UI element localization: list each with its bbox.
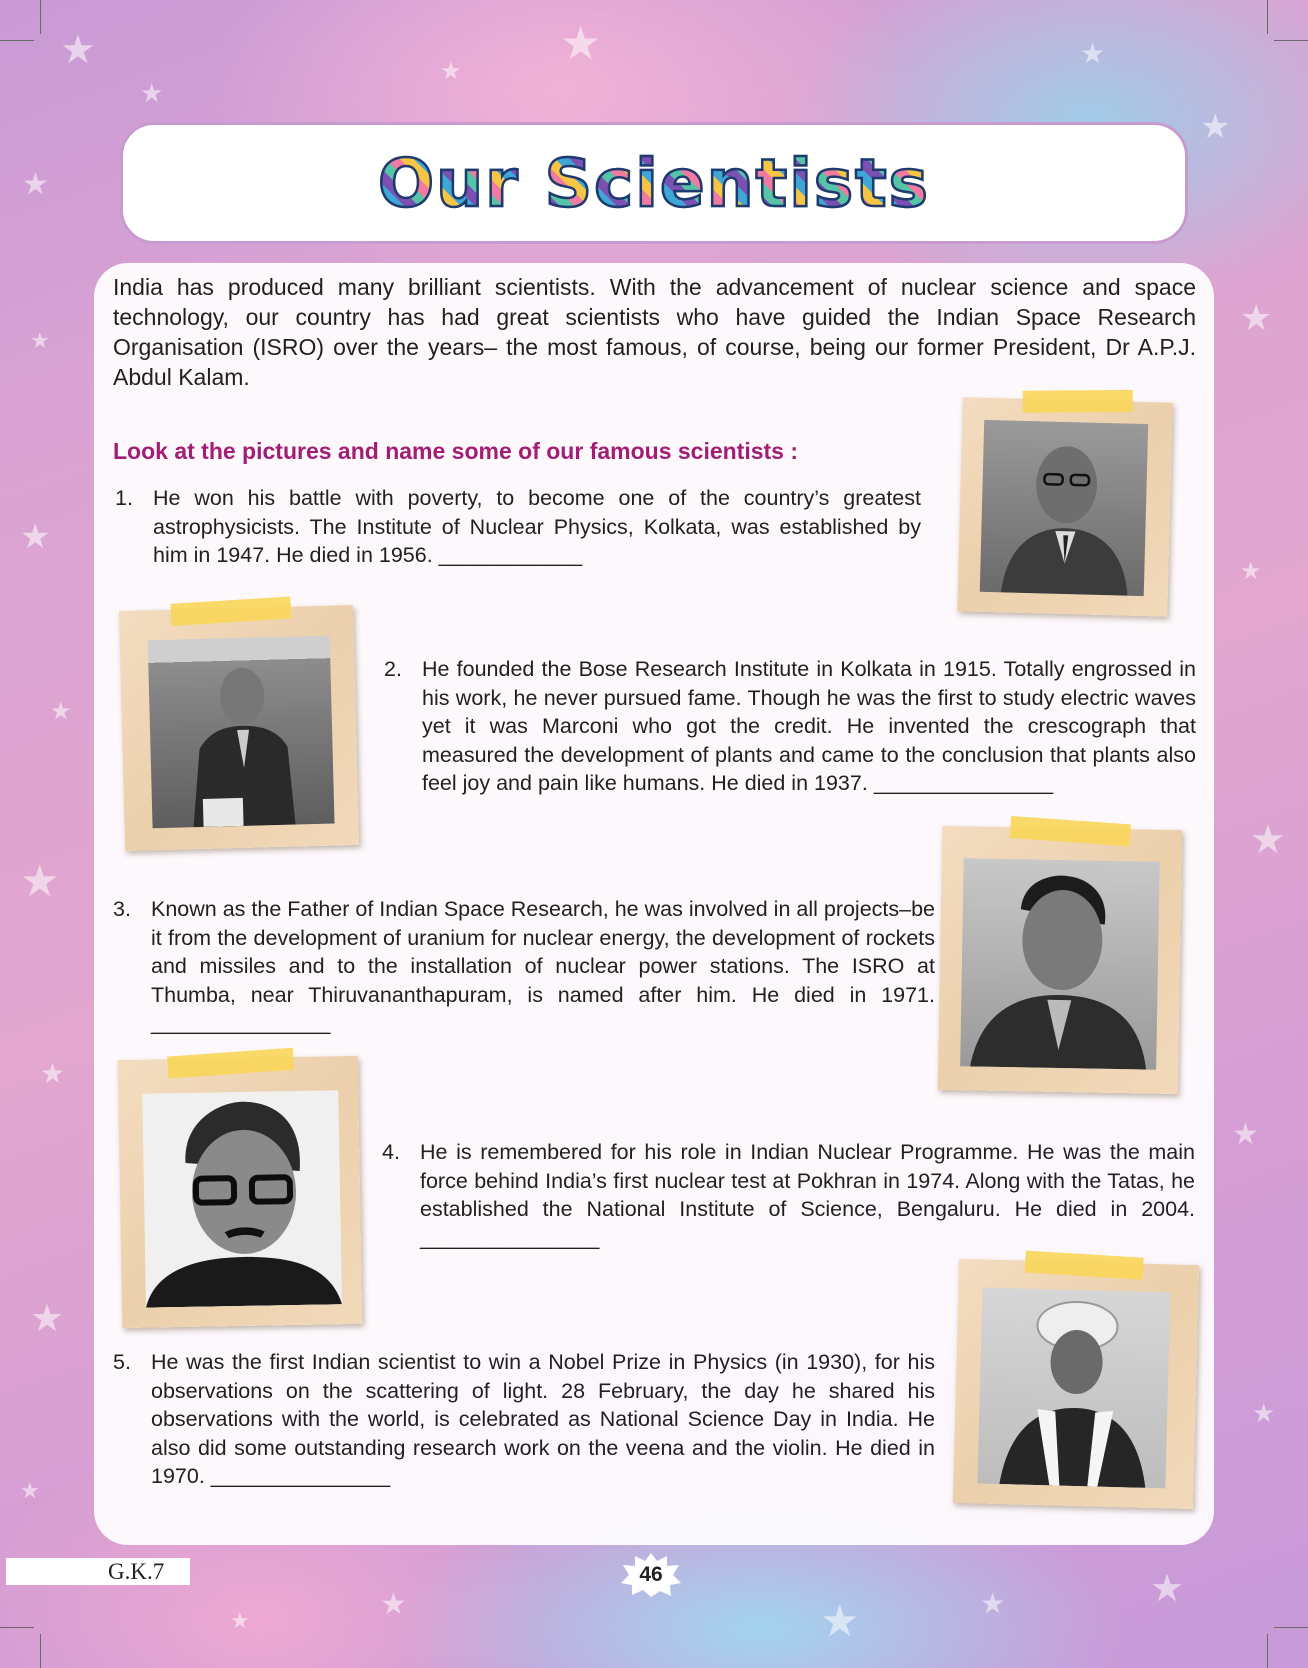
question-text: He won his battle with poverty, to become one of the country’s greatest astrophysicists. The Institute of Nuclear Physics, Kolkata, was established by him in 1947. He died in 1956. <box>153 486 921 567</box>
crop-mark <box>40 1634 41 1668</box>
portrait-icon <box>977 1288 1170 1489</box>
answer-blank[interactable]: _______________ <box>151 1011 331 1035</box>
question-item <box>113 895 935 1038</box>
crop-mark <box>1267 0 1268 34</box>
page-title: Our Scientists <box>378 144 930 222</box>
question-text: Known as the Father of Indian Space Research, he was involved in all projects–be it from the development of uranium for nuclear energy, the development of rockets and missiles and to the installation of nuclear power stations. The ISRO at Thumba, near Thiruvananthapuram, is named after him. He died in 1971. <box>151 897 936 1007</box>
question-text: He is remembered for his role in Indian Nuclear Programme. He was the main force behind India’s first nuclear test at Pokhran in 1974. Along with the Tatas, he established the National Institute of Science, Bengaluru. He died in 2004. <box>420 1140 1195 1221</box>
crop-mark <box>0 1627 34 1628</box>
crop-mark <box>1267 1634 1268 1668</box>
star-icon: ★ <box>20 857 60 906</box>
answer-blank[interactable]: _______________ <box>873 771 1054 795</box>
portrait-icon <box>980 420 1148 596</box>
star-icon: ★ <box>140 78 164 108</box>
star-icon: ★ <box>1252 1398 1276 1428</box>
question-number: 4. <box>382 1140 400 1164</box>
scientist-photo-frame <box>953 1259 1199 1509</box>
question-item <box>384 655 1196 798</box>
star-icon: ★ <box>1200 108 1231 146</box>
scientist-photo <box>148 636 335 829</box>
star-icon: ★ <box>980 1588 1006 1619</box>
scientist-photo-frame <box>119 605 359 851</box>
portrait-icon <box>148 636 335 829</box>
question-item <box>113 1348 935 1491</box>
scientist-photo-frame <box>957 397 1173 616</box>
scientist-photo <box>142 1090 342 1307</box>
star-icon: ★ <box>1240 558 1262 585</box>
star-icon: ★ <box>30 328 50 353</box>
star-icon: ★ <box>30 1298 65 1340</box>
title-card <box>120 122 1188 244</box>
scientist-photo <box>980 420 1148 596</box>
page-number: 46 <box>639 1563 663 1586</box>
portrait-icon <box>142 1090 342 1307</box>
star-icon: ★ <box>22 168 49 201</box>
star-icon: ★ <box>230 1608 250 1633</box>
question-number: 5. <box>113 1350 131 1374</box>
portrait-icon <box>960 858 1160 1069</box>
star-icon: ★ <box>20 518 51 556</box>
question-item <box>382 1138 1195 1252</box>
star-icon: ★ <box>1232 1118 1259 1151</box>
answer-blank[interactable]: ____________ <box>438 543 583 567</box>
question-number: 1. <box>115 486 133 510</box>
star-icon: ★ <box>1240 297 1273 338</box>
star-icon: ★ <box>380 1588 407 1621</box>
crop-mark <box>1274 1627 1308 1628</box>
star-icon: ★ <box>1150 1568 1185 1610</box>
scientist-photo-frame <box>938 826 1183 1094</box>
scientist-photo <box>960 858 1160 1069</box>
crop-mark <box>40 0 41 34</box>
answer-blank[interactable]: _______________ <box>420 1225 600 1250</box>
question-text: He founded the Bose Research Institute in Kolkata in 1915. Totally engrossed in his work, he never pursued fame. Though he was the first to study electric waves yet it was Marconi who got the credit. He invented the crescograph that measured the development of plants and came to the conclusion that plants also feel joy and pain like humans. He died in 1937. <box>422 657 1196 795</box>
star-icon: ★ <box>440 58 462 85</box>
page-number-badge <box>619 1553 683 1597</box>
star-icon: ★ <box>20 1478 40 1503</box>
question-heading: Look at the pictures and name some of our famous scientists : <box>113 438 799 464</box>
tape-strip <box>1023 390 1133 413</box>
scientist-photo-frame <box>118 1056 363 1328</box>
star-icon: ★ <box>1080 38 1106 69</box>
scientist-photo <box>977 1288 1170 1489</box>
question-text: He was the first Indian scientist to win a Nobel Prize in Physics (in 1930), for his observations on the scattering of light. 28 February, the day he shared his observations with the world, is celebrated as National Science Day in India. He also did some outstanding research work on the veena and the violin. He died in 1970. <box>151 1350 935 1488</box>
crop-mark <box>0 40 34 41</box>
star-icon: ★ <box>40 1058 66 1089</box>
star-icon: ★ <box>1250 818 1286 862</box>
star-icon: ★ <box>50 698 72 725</box>
answer-blank[interactable]: _______________ <box>210 1464 391 1488</box>
star-icon: ★ <box>820 1597 860 1646</box>
question-item <box>115 484 921 570</box>
question-number: 3. <box>113 897 131 921</box>
star-icon: ★ <box>560 17 602 69</box>
book-label: G.K.7 <box>6 1558 190 1585</box>
star-icon: ★ <box>60 28 96 72</box>
intro-paragraph: India has produced many brilliant scientists. With the advancement of nuclear science and space technology, our country has had great scientists who have guided the Indian Space Research Organisation (ISRO) over the years– the most famous, of course, being our former President, Dr A.P.J. Abdul Kalam. <box>113 274 1196 390</box>
crop-mark <box>1274 40 1308 41</box>
question-number: 2. <box>384 657 402 681</box>
